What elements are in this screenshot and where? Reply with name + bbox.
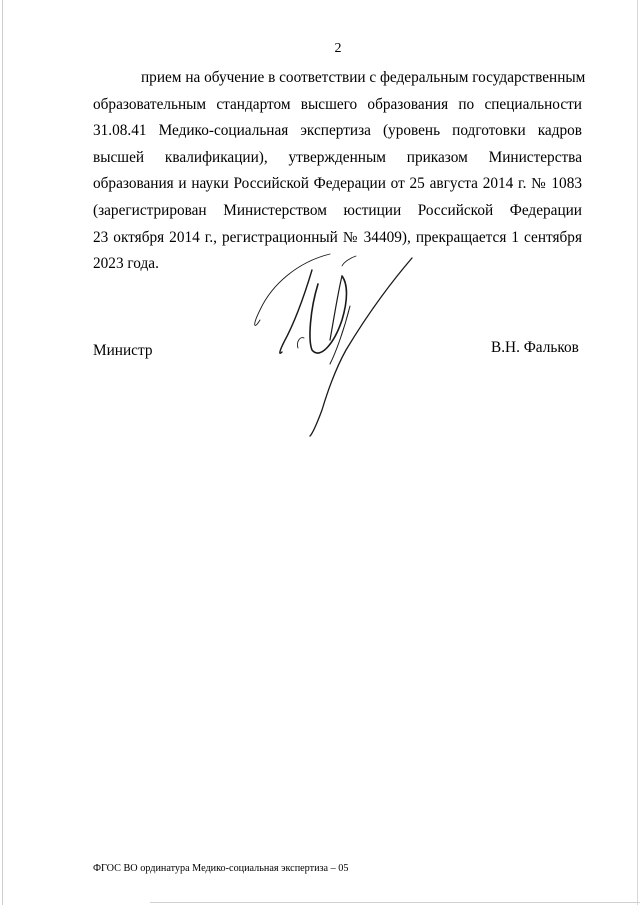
body-line: образования и науки Российской Федерации от 25 августа 2014 г. № 1083	[93, 175, 582, 193]
body-line: высшей квалификации), утвержденным приказом Министерства	[93, 148, 582, 166]
footer-note: ФГОС ВО ординатура Медико-социальная экспертиза – 05	[93, 863, 349, 874]
scan-edge-bottom	[150, 902, 640, 903]
scan-edge-right	[637, 0, 638, 905]
scan-edge-left	[2, 0, 3, 905]
body-line: прием на обучение в соответствии с федеральным государственным	[141, 69, 586, 86]
signatory-name: В.Н. Фальков	[491, 339, 579, 356]
body-line: 31.08.41 Медико-социальная экспертиза (уровень подготовки кадров	[93, 122, 582, 140]
handwritten-signature	[238, 240, 428, 440]
body-line: образовательным стандартом высшего образования по специальности	[93, 95, 582, 113]
page-number: 2	[334, 41, 342, 56]
signatory-title: Министр	[93, 342, 153, 359]
body-line: 23 октября 2014 г., регистрационный № 34409), прекращается 1 сентября	[93, 228, 582, 246]
body-line: (зарегистрирован Министерством юстиции Российской Федерации	[93, 201, 582, 219]
body-line: 2023 года.	[93, 255, 159, 273]
